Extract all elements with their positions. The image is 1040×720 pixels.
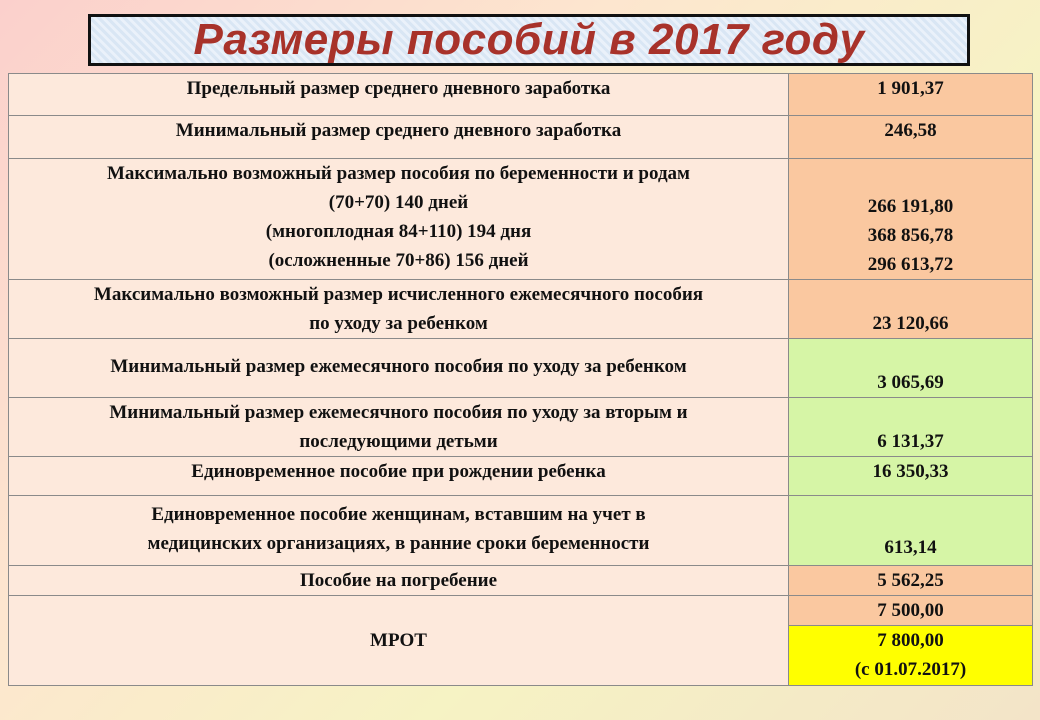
row-label: Максимально возможный размер пособия по беременности и родам (70+70) 140 дней (многоплодная 84+110) 194 дня (осложненные 70+86) 156 дней — [9, 159, 789, 280]
row-label: Максимально возможный размер исчисленного ежемесячного пособия по уходу за ребенком — [9, 280, 789, 339]
title-banner — [88, 14, 970, 66]
table-row — [9, 596, 1033, 626]
row-label: Минимальный размер ежемесячного пособия по уходу за ребенком — [9, 339, 789, 398]
row-value: 3 065,69 — [789, 339, 1033, 398]
mrot-label: МРОТ — [9, 596, 789, 686]
table-row — [9, 280, 1033, 339]
row-value: 266 191,80 368 856,78 296 613,72 — [789, 159, 1033, 280]
row-value: 1 901,37 — [789, 74, 1033, 116]
table-row — [9, 566, 1033, 596]
table-row — [9, 398, 1033, 457]
row-label: Единовременное пособие женщинам, вставшим на учет в медицинских организациях, в ранние сроки беременности — [9, 496, 789, 566]
row-label: Единовременное пособие при рождении ребенка — [9, 457, 789, 496]
row-value: 6 131,37 — [789, 398, 1033, 457]
row-value: 16 350,33 — [789, 457, 1033, 496]
table-row — [9, 159, 1033, 280]
table-row — [9, 339, 1033, 398]
row-value: 246,58 — [789, 116, 1033, 159]
row-label: Пособие на погребение — [9, 566, 789, 596]
row-value: 5 562,25 — [789, 566, 1033, 596]
row-label: Минимальный размер среднего дневного заработка — [9, 116, 789, 159]
row-label: Минимальный размер ежемесячного пособия по уходу за вторым и последующими детьми — [9, 398, 789, 457]
row-label: Предельный размер среднего дневного заработка — [9, 74, 789, 116]
table-row — [9, 457, 1033, 496]
table-row — [9, 116, 1033, 159]
table-row — [9, 496, 1033, 566]
row-value: 613,14 — [789, 496, 1033, 566]
mrot-value: 7 500,00 — [789, 596, 1033, 626]
benefits-table — [8, 73, 1033, 686]
mrot-value-new: 7 800,00 (с 01.07.2017) — [789, 626, 1033, 686]
row-value: 23 120,66 — [789, 280, 1033, 339]
page-title: Размеры пособий в 2017 году — [193, 15, 865, 64]
table-row — [9, 74, 1033, 116]
